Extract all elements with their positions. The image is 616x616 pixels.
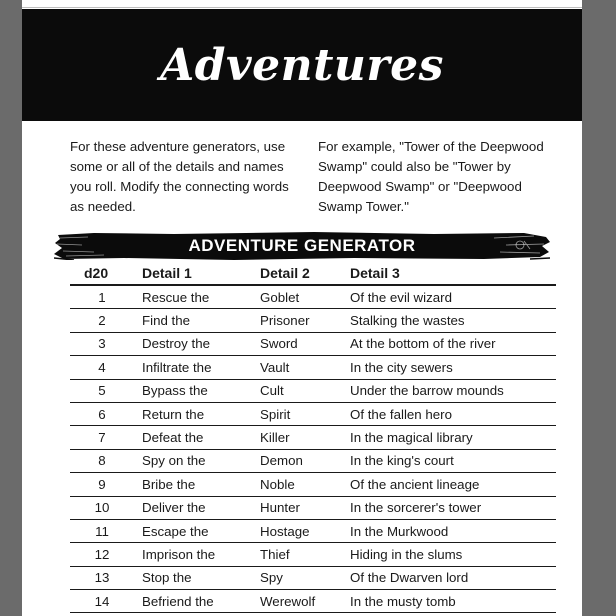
detail-1-cell: Imprison the bbox=[142, 543, 260, 566]
detail-1-cell: Bribe the bbox=[142, 473, 260, 496]
intro-text bbox=[70, 137, 550, 217]
intro-column-2: For example, "Tower of the Deepwood Swamp" could also be "Tower by Deepwood Swamp" or "Deepwood Swamp Tower." bbox=[318, 139, 544, 214]
table-row bbox=[70, 332, 556, 355]
header-detail-1: Detail 1 bbox=[142, 262, 260, 285]
table-row bbox=[70, 543, 556, 566]
roll-cell: 6 bbox=[70, 402, 142, 425]
detail-1-cell: Return the bbox=[142, 402, 260, 425]
detail-3-cell: Of the evil wizard bbox=[350, 285, 556, 309]
table-row bbox=[70, 285, 556, 309]
roll-cell: 3 bbox=[70, 332, 142, 355]
detail-2-cell: Noble bbox=[260, 473, 350, 496]
page-title: Adventures bbox=[160, 39, 444, 91]
detail-3-cell: In the magical library bbox=[350, 426, 556, 449]
detail-3-cell: In the city sewers bbox=[350, 356, 556, 379]
detail-3-cell: Under the barrow mounds bbox=[350, 379, 556, 402]
detail-2-cell: Thief bbox=[260, 543, 350, 566]
table-row bbox=[70, 449, 556, 472]
detail-2-cell: Killer bbox=[260, 426, 350, 449]
generator-title: ADVENTURE GENERATOR bbox=[188, 236, 416, 255]
detail-2-cell: Werewolf bbox=[260, 590, 350, 613]
table-row bbox=[70, 473, 556, 496]
table-row bbox=[70, 566, 556, 589]
roll-cell: 10 bbox=[70, 496, 142, 519]
detail-1-cell: Spy on the bbox=[142, 449, 260, 472]
adventure-generator-table bbox=[70, 262, 556, 613]
detail-3-cell: At the bottom of the river bbox=[350, 332, 556, 355]
intro-column-1: For these adventure generators, use some or all of the details and names you roll. Modify the connecting words as needed. bbox=[70, 139, 289, 214]
detail-3-cell: In the musty tomb bbox=[350, 590, 556, 613]
roll-cell: 4 bbox=[70, 356, 142, 379]
detail-2-cell: Spy bbox=[260, 566, 350, 589]
detail-3-cell: Hiding in the slums bbox=[350, 543, 556, 566]
table-row bbox=[70, 590, 556, 613]
detail-1-cell: Rescue the bbox=[142, 285, 260, 309]
table-row bbox=[70, 379, 556, 402]
table-row bbox=[70, 519, 556, 542]
detail-1-cell: Find the bbox=[142, 309, 260, 332]
table-header-row bbox=[70, 262, 556, 285]
previous-page-edge bbox=[22, 0, 582, 8]
roll-cell: 12 bbox=[70, 543, 142, 566]
table-row bbox=[70, 309, 556, 332]
detail-2-cell: Cult bbox=[260, 379, 350, 402]
roll-cell: 14 bbox=[70, 590, 142, 613]
document-page bbox=[22, 0, 582, 616]
title-banner bbox=[22, 9, 582, 121]
detail-2-cell: Hostage bbox=[260, 519, 350, 542]
header-detail-2: Detail 2 bbox=[260, 262, 350, 285]
detail-1-cell: Infiltrate the bbox=[142, 356, 260, 379]
detail-3-cell: In the king's court bbox=[350, 449, 556, 472]
detail-3-cell: Of the fallen hero bbox=[350, 402, 556, 425]
detail-1-cell: Escape the bbox=[142, 519, 260, 542]
detail-2-cell: Hunter bbox=[260, 496, 350, 519]
roll-cell: 2 bbox=[70, 309, 142, 332]
roll-cell: 5 bbox=[70, 379, 142, 402]
detail-3-cell: In the Murkwood bbox=[350, 519, 556, 542]
detail-1-cell: Stop the bbox=[142, 566, 260, 589]
roll-cell: 7 bbox=[70, 426, 142, 449]
table-body bbox=[70, 285, 556, 613]
roll-cell: 8 bbox=[70, 449, 142, 472]
roll-cell: 13 bbox=[70, 566, 142, 589]
detail-2-cell: Goblet bbox=[260, 285, 350, 309]
detail-3-cell: In the sorcerer's tower bbox=[350, 496, 556, 519]
detail-1-cell: Bypass the bbox=[142, 379, 260, 402]
roll-cell: 11 bbox=[70, 519, 142, 542]
table-row bbox=[70, 426, 556, 449]
detail-3-cell: Of the Dwarven lord bbox=[350, 566, 556, 589]
detail-2-cell: Sword bbox=[260, 332, 350, 355]
detail-1-cell: Defeat the bbox=[142, 426, 260, 449]
roll-cell: 1 bbox=[70, 285, 142, 309]
detail-2-cell: Spirit bbox=[260, 402, 350, 425]
table-row bbox=[70, 402, 556, 425]
detail-2-cell: Demon bbox=[260, 449, 350, 472]
detail-2-cell: Vault bbox=[260, 356, 350, 379]
detail-2-cell: Prisoner bbox=[260, 309, 350, 332]
detail-1-cell: Destroy the bbox=[142, 332, 260, 355]
roll-cell: 9 bbox=[70, 473, 142, 496]
detail-1-cell: Deliver the bbox=[142, 496, 260, 519]
generator-header bbox=[54, 232, 550, 260]
detail-3-cell: Of the ancient lineage bbox=[350, 473, 556, 496]
table-row bbox=[70, 356, 556, 379]
header-detail-3: Detail 3 bbox=[350, 262, 556, 285]
header-d20: d20 bbox=[70, 262, 142, 285]
detail-3-cell: Stalking the wastes bbox=[350, 309, 556, 332]
detail-1-cell: Befriend the bbox=[142, 590, 260, 613]
table-row bbox=[70, 496, 556, 519]
